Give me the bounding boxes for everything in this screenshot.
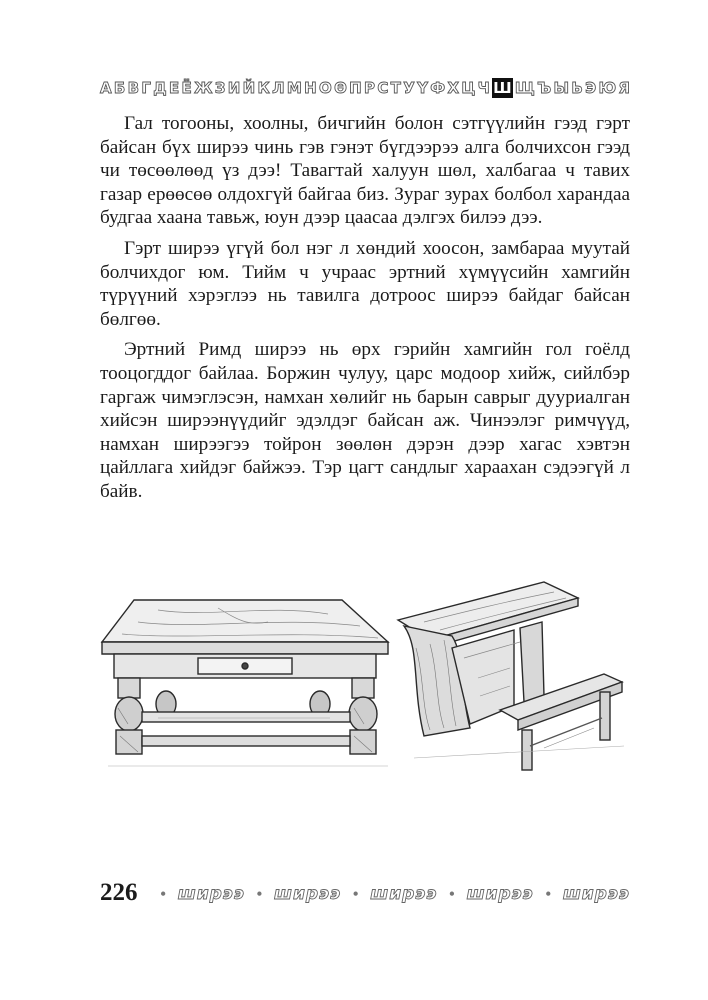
paragraph-2: Гэрт ширээ үгүй бол нэг л хөндий хоосон, замбараа муутай болчихдог юм. Тийм ч учраас эртний хүмүүсийн хамгийн түрүүний хэрэглээ нь тавилга дотроос ширээ байдаг байсан бөлгөө. [100,237,630,330]
alphabet-letter: Ч [477,79,490,97]
alphabet-header [100,76,630,100]
alphabet-letter: Ы [553,79,570,97]
alphabet-letter: Е [168,79,180,97]
alphabet-letter: Т [390,79,401,97]
body-text [100,112,630,511]
alphabet-letter: Я [618,79,630,97]
alphabet-letter: П [349,79,362,97]
alphabet-letter: Ц [461,79,476,97]
alphabet-letter: М [286,79,302,97]
alphabet-letter: Э [585,79,597,97]
alphabet-letter-active: Ш [493,79,512,97]
alphabet-letter: Ъ [537,79,552,97]
running-title-word: ширээ [273,884,342,904]
alphabet-letter: С [377,79,389,97]
alphabet-letter: Ф [430,79,446,97]
alphabet-letter: О [319,79,332,97]
alphabet-letter: У [403,79,415,97]
running-title-word: ширээ [562,884,630,904]
separator-dot: • [160,883,167,904]
alphabet-letter: Ж [194,79,213,97]
alphabet-letter: А [100,79,112,97]
alphabet-letter: Й [242,79,256,97]
alphabet-letter: Р [364,79,376,97]
alphabet-letter: Ю [598,79,617,97]
alphabet-letter: Ё [181,79,192,97]
alphabet-letter: В [127,79,140,97]
alphabet-letter: Г [141,79,151,97]
alphabet-letter: Ү [417,79,428,97]
alphabet-letter: К [257,79,270,97]
separator-dot: • [448,883,456,904]
running-title-word: ширээ [177,884,245,904]
running-title [160,881,630,907]
alphabet-letter: Б [113,79,126,97]
running-title-word: ширээ [466,884,534,904]
alphabet-letter: Щ [514,79,535,97]
alphabet-letter: Д [153,79,167,97]
separator-dot: • [352,883,359,904]
separator-dot: • [256,883,263,904]
alphabet-letter: Ө [334,79,347,97]
alphabet-letter: Х [447,79,460,97]
table-illustration [98,596,398,774]
school-desk-illustration [394,578,630,778]
separator-dot: • [545,883,552,904]
alphabet-letter: И [227,79,241,97]
alphabet-letter: Ь [571,79,583,97]
running-title-word: ширээ [370,884,438,904]
alphabet-letter: Л [272,79,285,97]
paragraph-1: Гал тогооны, хоолны, бичгийн болон сэтгүүлийн гээд гэрт байсан бүх ширээ чинь гэв гэнэт бүгдээрээ алга болчихсон гээд чи төсөөлөөд үз дээ! Тавагтай халуун шөл, халбагаа ч тавих газар ерөөсөө олдохгүй байгаа биз. Зураг зурах болбол харандаа будгаа хаана тавьж, юун дээр цаасаа дэлгэх билээ дээ. [100,113,630,229]
alphabet-letter: Н [304,79,317,97]
alphabet-letter: З [214,79,226,97]
paragraph-3: Эртний Римд ширээ нь өрх гэрийн хамгийн гол гоёлд тооцогддог байлаа. Боржин чулуу, царс модоор хийж, сийлбэр гаргаж чимэглэсэн, намхан хөлийг нь барын саврыг дууриалган хийсэн ширээнүүдийг эдэлдэг байсан аж. Чинээлэг римчүүд, намхан ширээгээ тойрон зөөлөн дэрэн дээр хагас хэвтэн цайллага хийдэг байжээ. Тэр цагт сандлыг хараахан сэдээгүй л байв. [100,339,630,502]
page-number: 226 [100,879,138,906]
